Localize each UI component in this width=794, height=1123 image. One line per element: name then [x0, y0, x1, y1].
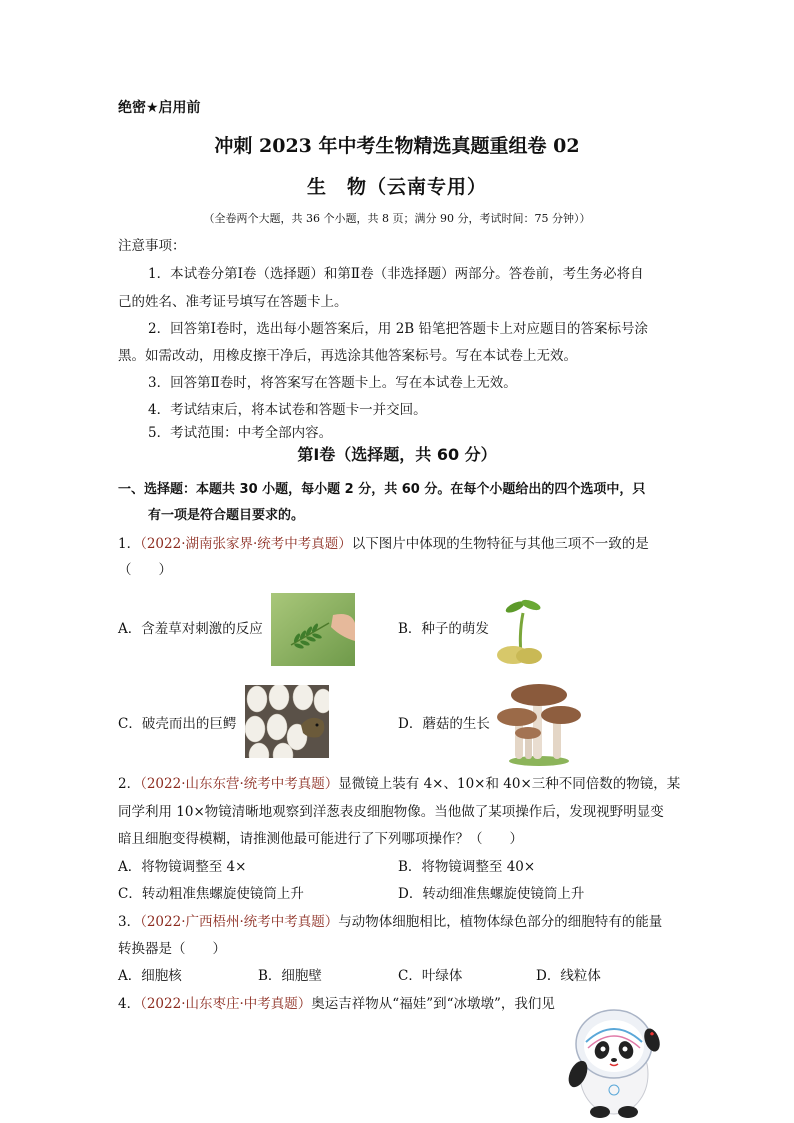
question-text: 同学利用 10×物镜清晰地观察到洋葱表皮细胞物像。当他做了某项操作后，发现视野明显变 — [118, 804, 664, 820]
q1-option-b: B．种子的萌发 — [398, 621, 489, 637]
q2-option-c: C．转动粗准焦螺旋使镜筒上升 — [118, 886, 304, 902]
q2-option-b: B．将物镜调整至 40× — [398, 859, 536, 875]
notes-line: 1．本试卷分第Ⅰ卷（选择题）和第Ⅱ卷（非选择题）两部分。答卷前，考生务必将自 — [148, 266, 644, 282]
section-title: 第Ⅰ卷（选择题，共 60 分） — [297, 445, 497, 464]
mascot-image — [560, 1002, 672, 1120]
question-1-paren: （ ） — [118, 562, 172, 578]
notes-line: 5．考试范围：中考全部内容。 — [148, 425, 333, 441]
mimosa-image — [271, 593, 355, 666]
seedling-image — [493, 593, 549, 666]
question-text: 与动物体细胞相比，植物体绿色部分的细胞特有的能量 — [338, 914, 663, 930]
section-instruction: 一、选择题：本题共 30 小题，每小题 2 分，共 60 分。在每个小题给出的四个选项中，只 — [118, 482, 646, 497]
question-number: 3． — [118, 914, 141, 930]
notes-line: 3．回答第Ⅱ卷时，将答案写在答题卡上。写在本试卷上无效。 — [148, 375, 517, 391]
notes-heading: 注意事项： — [118, 238, 186, 254]
question-source: （2022·山东枣庄·中考真题） — [140, 996, 312, 1012]
question-text: 显微镜上装有 4×、10×和 40×三种不同倍数的物镜，某 — [338, 776, 681, 792]
q3-option-b: B．细胞壁 — [258, 968, 322, 984]
question-1-stem — [118, 534, 649, 554]
mushroom-image — [493, 681, 585, 767]
question-number: 1． — [118, 536, 141, 552]
question-number: 2． — [118, 776, 141, 792]
q1-option-a: A．含羞草对刺激的反应 — [118, 621, 263, 637]
q1-option-d: D．蘑菇的生长 — [398, 716, 490, 732]
q3-option-c: C．叶绿体 — [398, 968, 463, 984]
q1-option-c: C．破壳而出的巨鳄 — [118, 716, 237, 732]
crocodile-eggs-image — [245, 685, 329, 758]
question-number: 4． — [118, 996, 141, 1012]
secret-label: 绝密★启用前 — [118, 100, 201, 116]
question-source: （2022·广西梧州·统考中考真题） — [140, 914, 339, 930]
q2-option-d: D．转动细准焦螺旋使镜筒上升 — [398, 886, 585, 902]
question-text: 暗且细胞变得模糊，请推测他最可能进行了下列哪项操作？（ ） — [118, 831, 523, 847]
question-text: 奥运吉祥物从“福娃”到“冰墩墩”，我们见 — [311, 996, 555, 1012]
section-instruction: 有一项是符合题目要求的。 — [148, 508, 305, 523]
paper-meta: （全卷两个大题，共 36 个小题，共 8 页；满分 90 分，考试时间：75 分钟）） — [203, 212, 591, 225]
notes-line: 2．回答第Ⅰ卷时，选出每小题答案后，用 2B 铅笔把答题卡上对应题目的答案标号涂 — [148, 321, 649, 337]
question-2-stem — [118, 774, 680, 794]
notes-line: 黑。如需改动，用橡皮擦干净后，再选涂其他答案标号。写在本试卷上无效。 — [118, 348, 577, 364]
question-source: （2022·山东东营·统考中考真题） — [140, 776, 339, 792]
notes-line: 己的姓名、准考证号填写在答题卡上。 — [118, 294, 348, 310]
paper-title: 冲刺 2023 年中考生物精选真题重组卷 02 — [214, 135, 580, 157]
question-source: （2022·湖南张家界·统考中考真题） — [140, 536, 352, 552]
notes-line: 4．考试结束后，将本试卷和答题卡一并交回。 — [148, 402, 427, 418]
q3-option-d: D．线粒体 — [536, 968, 601, 984]
q3-option-a: A．细胞核 — [118, 968, 182, 984]
question-3-stem — [118, 912, 662, 932]
q2-option-a: A．将物镜调整至 4× — [118, 859, 247, 875]
question-4-stem — [118, 994, 555, 1014]
question-text: 转换器是（ ） — [118, 941, 226, 957]
paper-subtitle: 生 物（云南专用） — [306, 176, 487, 198]
question-text: 以下图片中体现的生物特征与其他三项不一致的是 — [351, 536, 649, 552]
